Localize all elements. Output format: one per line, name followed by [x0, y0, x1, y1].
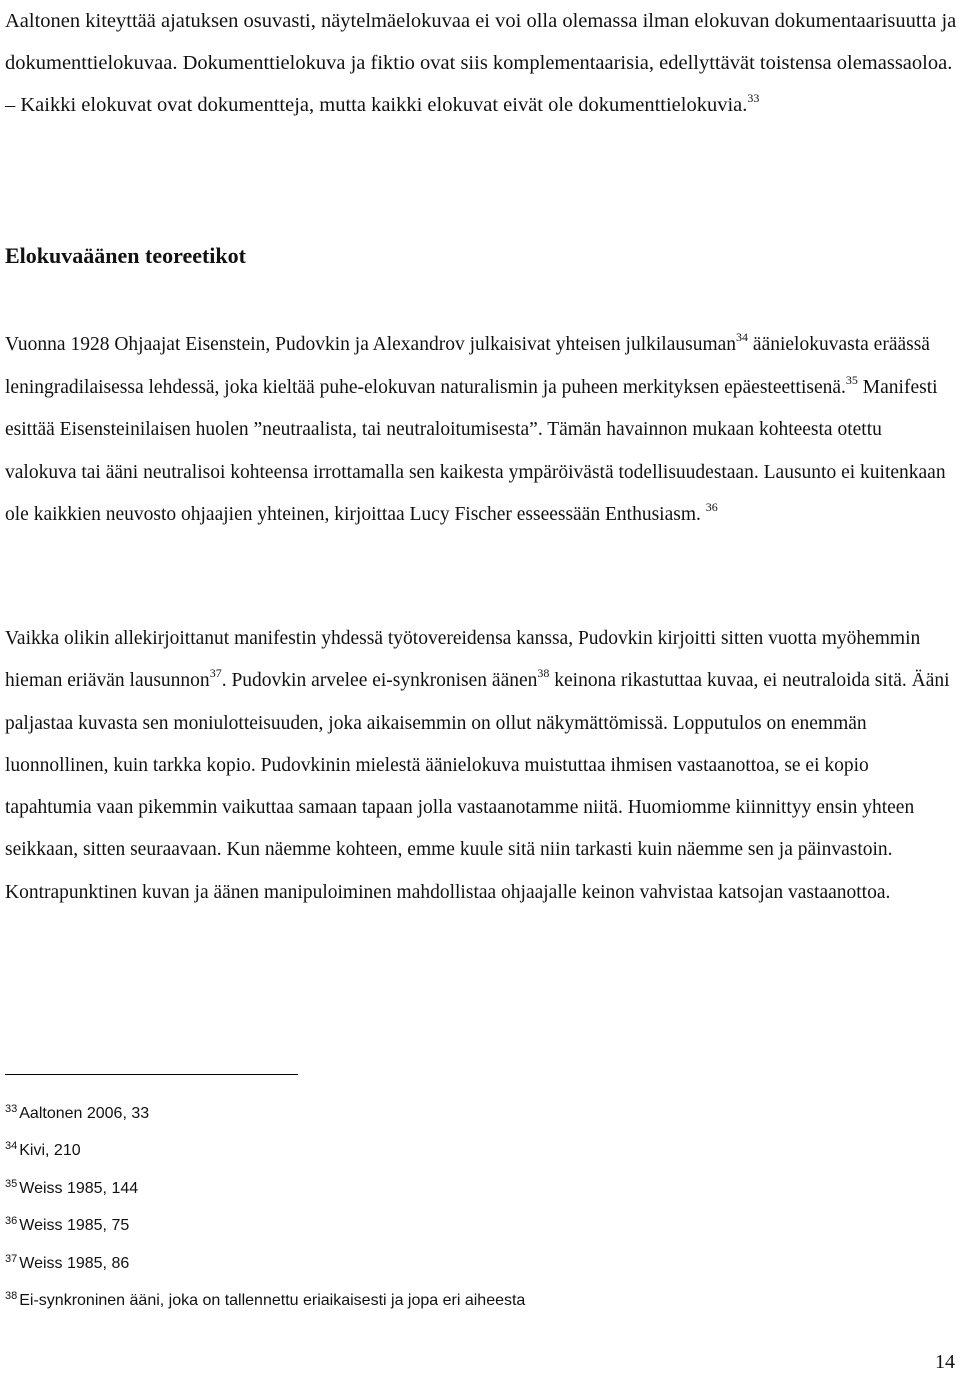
footnote-text: Ei-synkroninen ääni, joka on tallennettu eriaikaisesti ja jopa eri aiheesta: [19, 1292, 526, 1310]
footnote-text: Aaltonen 2006, 33: [19, 1105, 150, 1122]
footnote-ref-37: 37: [209, 666, 222, 681]
footnote-item: [5, 1096, 525, 1133]
footnote-ref-33: 33: [747, 91, 760, 105]
footnote-separator: [5, 1074, 298, 1075]
footnote-text: Kivi, 210: [19, 1142, 81, 1160]
footnote-ref-36: 36: [705, 500, 718, 514]
paragraph-two-text-3: Manifesti esittää Eisensteinilaisen huolen ”neutraalista, tai neutraloitumisesta”. Tämän havainnon mukaan kohteesta otettu valokuva tai ääni neutralisoi kohteensa irrottamalla sen kaikesta ympäröivästä todellisuudestaan. Lausunto ei kuitenkaan ole kaikkien neuvosto ohjaajien yhteinen, kirjoittaa Lucy Fischer esseessään Enthusiasm.: [5, 376, 946, 525]
body-paragraph-three: [5, 618, 957, 914]
footnote-ref-34: 34: [736, 330, 749, 344]
footnote-text: Weiss 1985, 86: [19, 1254, 130, 1272]
footnote-number: 37: [5, 1252, 18, 1265]
footnote-ref-38: 38: [537, 666, 550, 681]
footnote-number: 36: [5, 1215, 18, 1228]
paragraph-three-text-2: . Pudovkin arvelee ei-synkronisen äänen: [221, 670, 538, 692]
footnote-text: Weiss 1985, 144: [19, 1179, 139, 1197]
footnote-number: 34: [5, 1140, 18, 1153]
paragraph-two-text-2: äänielokuvasta eräässä leningradilaisessa lehdessä, joka kieltää puhe-elokuvan naturalismin ja puheen merkityksen epäesteettisenä.: [5, 334, 930, 398]
footnote-number: 33: [5, 1103, 18, 1115]
body-paragraph-two: [5, 324, 957, 537]
footnotes-list: [5, 1096, 525, 1320]
section-heading: Elokuvaäänen teoreetikot: [5, 243, 246, 268]
page-number: 14: [935, 1351, 955, 1373]
paragraph-two-text-1: Vuonna 1928 Ohjaajat Eisenstein, Pudovkin ja Alexandrov julkaisivat yhteisen julkilausuman: [5, 334, 737, 355]
footnote-number: 38: [5, 1290, 18, 1303]
footnote-item: [5, 1208, 525, 1245]
intro-paragraph: [5, 0, 957, 126]
paragraph-three-text-3: keinona rikastuttaa kuvaa, ei neutraloida sitä. Ääni paljastaa kuvasta sen moniulotteisuuden, joka aikaisemmin on ollut näkymättömissä. Lopputulos on enemmän luonnollinen, kuin tarkka kopio. Pudovkinin mielestä äänielokuva muistuttaa ihmisen vastaanottoa, se ei kopio tapahtumia vaan pikemmin vaikuttaa samaan tapaan jolla vastaanotamme niitä. Huomiomme kiinnittyy ensin yhteen seikkaan, sitten seuraavaan. Kun näemme kohteen, emme kuule sitä niin tarkasti kuin näemme sen ja päinvastoin. Kontrapunktinen kuvan ja äänen manipuloiminen mahdollistaa ohjaajalle keinon vahvistaa katsojan vastaanottoa.: [5, 670, 950, 903]
footnote-text: Weiss 1985, 75: [19, 1217, 130, 1235]
footnote-item: [5, 1133, 525, 1170]
intro-text: Aaltonen kiteyttää ajatuksen osuvasti, näytelmäelokuvaa ei voi olla olemassa ilman elokuvan dokumentaarisuutta ja dokumenttielokuvaa. Dokumenttielokuva ja fiktio ovat siis komplementaarisia, edellyttävät toistensa olemassaoloa. – Kaikki elokuvat ovat dokumentteja, mutta kaikki elokuvat eivät ole dokumenttielokuvia.: [5, 10, 957, 116]
footnote-item: [5, 1283, 525, 1320]
footnote-item: [5, 1171, 525, 1208]
footnote-item: [5, 1246, 525, 1283]
footnote-ref-35: 35: [845, 372, 858, 387]
footnote-number: 35: [5, 1177, 18, 1190]
paragraph-three-text-1: Vaikka olikin allekirjoittanut manifestin yhdessä työtovereidensa kanssa, Pudovkin kirjoitti sitten vuotta myöhemmin hieman eriävän lausunnon: [5, 628, 921, 692]
